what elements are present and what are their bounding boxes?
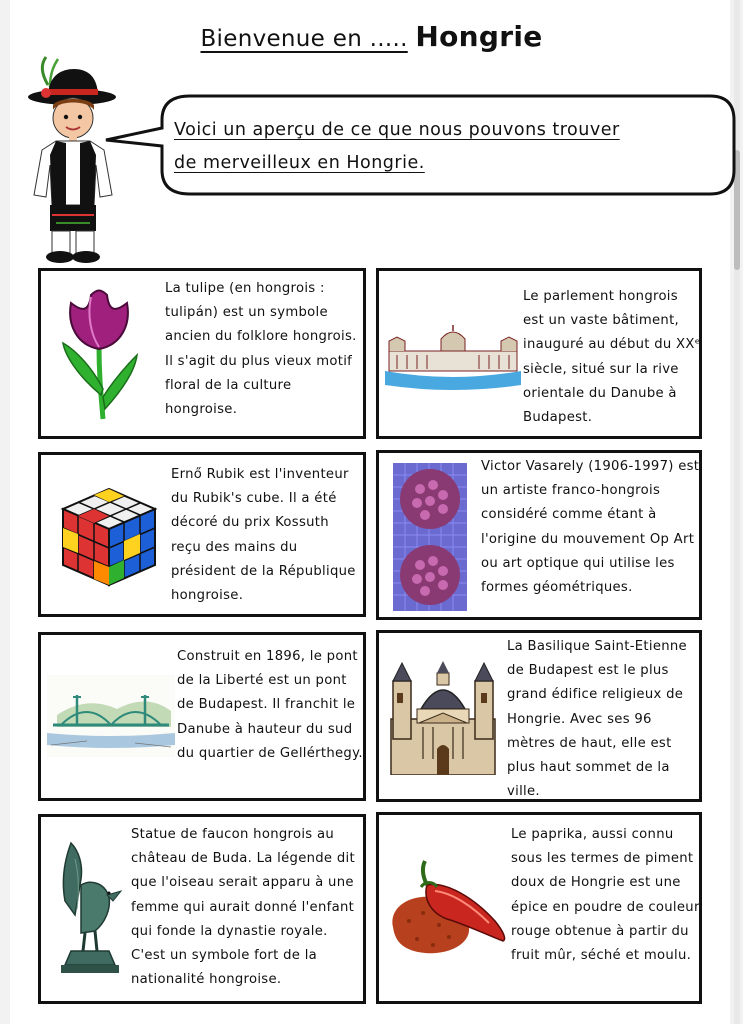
card-rubik-text: Ernő Rubik est l'inventeur du Rubik's cube. Il a été décoré du prix Kossuth reçu des mains du président de la République hongroise. [171,467,356,604]
paprika-icon [387,855,511,959]
card-tulip [38,268,366,439]
card-rubik [38,452,366,617]
bubble-line-1: Voici un aperçu de ce que nous pouvons trouver [174,120,620,140]
vasarely-artwork [393,463,467,611]
card-bridge-text: Construit en 1896, le pont de la Liberté est un pont de Budapest. Il franchit le Danube à hauteur du sud du quartier de Gellérthegy. [177,649,363,761]
card-vasarely-text: Victor Vasarely (1906-1997) est un artiste franco-hongrois considéré comme étant à l'origine du mouvement Op Art ou art optique qui utilise les formes géométriques. [481,459,700,596]
rubiks-cube-icon [55,481,161,591]
card-parliament [376,268,702,439]
card-paprika-text: Le paprika, aussi connu sous les termes de piment doux de Hongrie est une épice en poudre de couleur rouge obtenue à partir du fruit mûr, séché et moulu. [511,827,700,964]
card-parliament-text: Le parlement hongrois est un vaste bâtiment, inauguré au début du XXᵉ siècle, situé sur la rive orientale du Danube à Budapest. [523,289,701,426]
card-falcon-text: Statue de faucon hongrois au château de Buda. La légende dit que l'oiseau serait apparu à une femme qui aurait donné l'enfant qui fonde la dynastie royale. C'est un symbole fort de la nationalité hongroise. [131,827,355,988]
basilica-drawing [387,659,499,775]
card-paprika [376,812,702,1004]
page-title [0,20,743,53]
card-vasarely [376,450,702,620]
title-lead: Bienvenue en ..... [200,26,408,52]
tulip-icon [57,285,141,421]
bubble-text [174,114,694,180]
title-country: Hongrie [415,20,543,53]
card-tulip-text: La tulipe (en hongrois : tulipán) est un symbole ancien du folklore hongrois. Il s'agit du plus vieux motif floral de la culture hongroise. [165,281,357,418]
card-falcon [38,814,366,1004]
bubble-line-2: de merveilleux en Hongrie. [174,153,425,173]
parliament-icon [385,325,521,391]
card-basilica-text: La Basilique Saint-Etienne de Budapest est le plus grand édifice religieux de Hongrie. Avec ses 96 mètres de haut, elle est plus haut sommet de la ville. [507,639,687,800]
card-basilica [376,630,702,802]
liberty-bridge-drawing [47,675,175,757]
card-bridge [38,632,366,801]
turul-falcon-statue [51,839,125,975]
